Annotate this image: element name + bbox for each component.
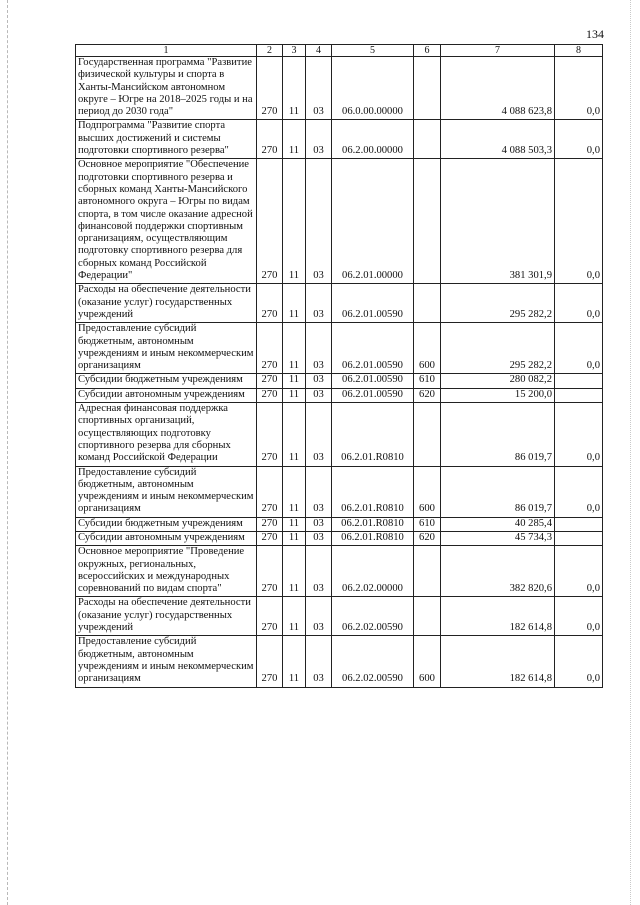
- target-article-cell: 06.0.00.00000: [332, 57, 414, 120]
- amount-cell: 15 200,0: [441, 388, 555, 402]
- row-name-cell: Расходы на обеспечение деятельности (оказание услуг) государственных учреждений: [76, 597, 257, 636]
- col3-cell: 11: [283, 403, 306, 466]
- col4-cell: 03: [306, 284, 332, 323]
- expense-type-cell: [414, 546, 441, 597]
- col8-amount-cell: 0,0: [555, 57, 603, 120]
- row-name-cell: Субсидии бюджетным учреждениям: [76, 374, 257, 388]
- target-article-cell: 06.2.01.00590: [332, 284, 414, 323]
- table-row: [76, 531, 603, 545]
- col2-cell: 270: [257, 284, 283, 323]
- col3-cell: 11: [283, 120, 306, 159]
- col4-cell: 03: [306, 403, 332, 466]
- expense-type-cell: 600: [414, 466, 441, 517]
- column-header: 6: [414, 45, 441, 57]
- col2-cell: 270: [257, 636, 283, 687]
- column-header: 8: [555, 45, 603, 57]
- expense-type-cell: [414, 57, 441, 120]
- target-article-cell: 06.2.02.00590: [332, 597, 414, 636]
- col3-cell: 11: [283, 388, 306, 402]
- col4-cell: 03: [306, 546, 332, 597]
- col3-cell: 11: [283, 546, 306, 597]
- col3-cell: 11: [283, 323, 306, 374]
- amount-cell: 4 088 503,3: [441, 120, 555, 159]
- target-article-cell: 06.2.02.00000: [332, 546, 414, 597]
- row-name-cell: Субсидии бюджетным учреждениям: [76, 517, 257, 531]
- row-name-cell: Предоставление субсидий бюджетным, автономным учреждениям и иным некоммерческим организациям: [76, 323, 257, 374]
- col4-cell: 03: [306, 57, 332, 120]
- expense-type-cell: 610: [414, 517, 441, 531]
- expense-type-cell: [414, 159, 441, 284]
- col8-amount-cell: [555, 531, 603, 545]
- row-name-cell: Предоставление субсидий бюджетным, автономным учреждениям и иным некоммерческим организациям: [76, 466, 257, 517]
- col8-amount-cell: 0,0: [555, 403, 603, 466]
- column-header: 3: [283, 45, 306, 57]
- amount-cell: 295 282,2: [441, 284, 555, 323]
- column-header: 7: [441, 45, 555, 57]
- amount-cell: 382 820,6: [441, 546, 555, 597]
- col4-cell: 03: [306, 517, 332, 531]
- col3-cell: 11: [283, 466, 306, 517]
- expense-type-cell: [414, 120, 441, 159]
- amount-cell: 4 088 623,8: [441, 57, 555, 120]
- target-article-cell: 06.2.01.R0810: [332, 517, 414, 531]
- table-row: [76, 517, 603, 531]
- table-row: [76, 120, 603, 159]
- col8-amount-cell: [555, 517, 603, 531]
- amount-cell: 86 019,7: [441, 403, 555, 466]
- col2-cell: 270: [257, 57, 283, 120]
- row-name-cell: Подпрограмма "Развитие спорта высших достижений и системы подготовки спортивного резерва": [76, 120, 257, 159]
- column-header: 5: [332, 45, 414, 57]
- col3-cell: 11: [283, 159, 306, 284]
- col3-cell: 11: [283, 636, 306, 687]
- col2-cell: 270: [257, 120, 283, 159]
- row-name-cell: Субсидии автономным учреждениям: [76, 388, 257, 402]
- amount-cell: 295 282,2: [441, 323, 555, 374]
- amount-cell: 381 301,9: [441, 159, 555, 284]
- table-row: [76, 546, 603, 597]
- target-article-cell: 06.2.01.00590: [332, 374, 414, 388]
- col8-amount-cell: [555, 374, 603, 388]
- header-row: [76, 45, 603, 57]
- table-row: [76, 636, 603, 687]
- amount-cell: 45 734,3: [441, 531, 555, 545]
- row-name-cell: Субсидии автономным учреждениям: [76, 531, 257, 545]
- col2-cell: 270: [257, 531, 283, 545]
- table-row: [76, 284, 603, 323]
- col8-amount-cell: 0,0: [555, 284, 603, 323]
- amount-cell: 280 082,2: [441, 374, 555, 388]
- expense-type-cell: 600: [414, 323, 441, 374]
- col4-cell: 03: [306, 597, 332, 636]
- target-article-cell: 06.2.01.00590: [332, 388, 414, 402]
- amount-cell: 182 614,8: [441, 597, 555, 636]
- col3-cell: 11: [283, 57, 306, 120]
- col2-cell: 270: [257, 403, 283, 466]
- col3-cell: 11: [283, 531, 306, 545]
- target-article-cell: 06.2.02.00590: [332, 636, 414, 687]
- page-number: 134: [586, 27, 604, 41]
- expense-type-cell: [414, 284, 441, 323]
- column-header: 2: [257, 45, 283, 57]
- column-header: 1: [76, 45, 257, 57]
- col8-amount-cell: 0,0: [555, 466, 603, 517]
- col8-amount-cell: 0,0: [555, 323, 603, 374]
- col3-cell: 11: [283, 374, 306, 388]
- col8-amount-cell: 0,0: [555, 597, 603, 636]
- table-row: [76, 388, 603, 402]
- table-row: [76, 374, 603, 388]
- table-row: [76, 323, 603, 374]
- row-name-cell: Адресная финансовая поддержка спортивных организаций, осуществляющих подготовку спортивного резерва для сборных команд Российской Федерации: [76, 403, 257, 466]
- col4-cell: 03: [306, 388, 332, 402]
- col3-cell: 11: [283, 284, 306, 323]
- col4-cell: 03: [306, 636, 332, 687]
- expense-type-cell: [414, 403, 441, 466]
- row-name-cell: Предоставление субсидий бюджетным, автономным учреждениям и иным некоммерческим организациям: [76, 636, 257, 687]
- target-article-cell: 06.2.00.00000: [332, 120, 414, 159]
- table-row: [76, 403, 603, 466]
- expense-type-cell: 620: [414, 388, 441, 402]
- col2-cell: 270: [257, 466, 283, 517]
- amount-cell: 182 614,8: [441, 636, 555, 687]
- row-name-cell: Основное мероприятие "Проведение окружных, региональных, всероссийских и международных соревнований по видам спорта": [76, 546, 257, 597]
- row-name-cell: Основное мероприятие "Обеспечение подготовки спортивного резерва и сборных команд Ханты-Мансийского автономного округа – Югры по видам спорта, в том числе оказание адресной финансовой поддержки спортивным организациям, осуществляющим подготовку спортивного резерва для сборных команд Российской Федерации": [76, 159, 257, 284]
- table-row: [76, 159, 603, 284]
- col8-amount-cell: [555, 388, 603, 402]
- col2-cell: 270: [257, 374, 283, 388]
- budget-table: [75, 44, 603, 688]
- col4-cell: 03: [306, 466, 332, 517]
- col8-amount-cell: 0,0: [555, 120, 603, 159]
- col2-cell: 270: [257, 388, 283, 402]
- col8-amount-cell: 0,0: [555, 159, 603, 284]
- table-row: [76, 466, 603, 517]
- col8-amount-cell: 0,0: [555, 546, 603, 597]
- col2-cell: 270: [257, 159, 283, 284]
- col4-cell: 03: [306, 323, 332, 374]
- column-header: 4: [306, 45, 332, 57]
- col3-cell: 11: [283, 597, 306, 636]
- target-article-cell: 06.2.01.R0810: [332, 403, 414, 466]
- amount-cell: 40 285,4: [441, 517, 555, 531]
- col2-cell: 270: [257, 323, 283, 374]
- col4-cell: 03: [306, 374, 332, 388]
- col4-cell: 03: [306, 531, 332, 545]
- row-name-cell: Государственная программа "Развитие физической культуры и спорта в Ханты-Мансийском автономном округе – Югре на 2018–2025 годы и на период до 2030 года": [76, 57, 257, 120]
- target-article-cell: 06.2.01.00000: [332, 159, 414, 284]
- col2-cell: 270: [257, 517, 283, 531]
- scan-left-edge: [7, 0, 9, 905]
- col3-cell: 11: [283, 517, 306, 531]
- table-row: [76, 597, 603, 636]
- scan-right-edge: [630, 0, 632, 905]
- expense-type-cell: [414, 597, 441, 636]
- target-article-cell: 06.2.01.00590: [332, 323, 414, 374]
- col4-cell: 03: [306, 159, 332, 284]
- amount-cell: 86 019,7: [441, 466, 555, 517]
- target-article-cell: 06.2.01.R0810: [332, 531, 414, 545]
- col2-cell: 270: [257, 597, 283, 636]
- row-name-cell: Расходы на обеспечение деятельности (оказание услуг) государственных учреждений: [76, 284, 257, 323]
- expense-type-cell: 600: [414, 636, 441, 687]
- target-article-cell: 06.2.01.R0810: [332, 466, 414, 517]
- expense-type-cell: 620: [414, 531, 441, 545]
- expense-type-cell: 610: [414, 374, 441, 388]
- col2-cell: 270: [257, 546, 283, 597]
- col8-amount-cell: 0,0: [555, 636, 603, 687]
- col4-cell: 03: [306, 120, 332, 159]
- table-row: [76, 57, 603, 120]
